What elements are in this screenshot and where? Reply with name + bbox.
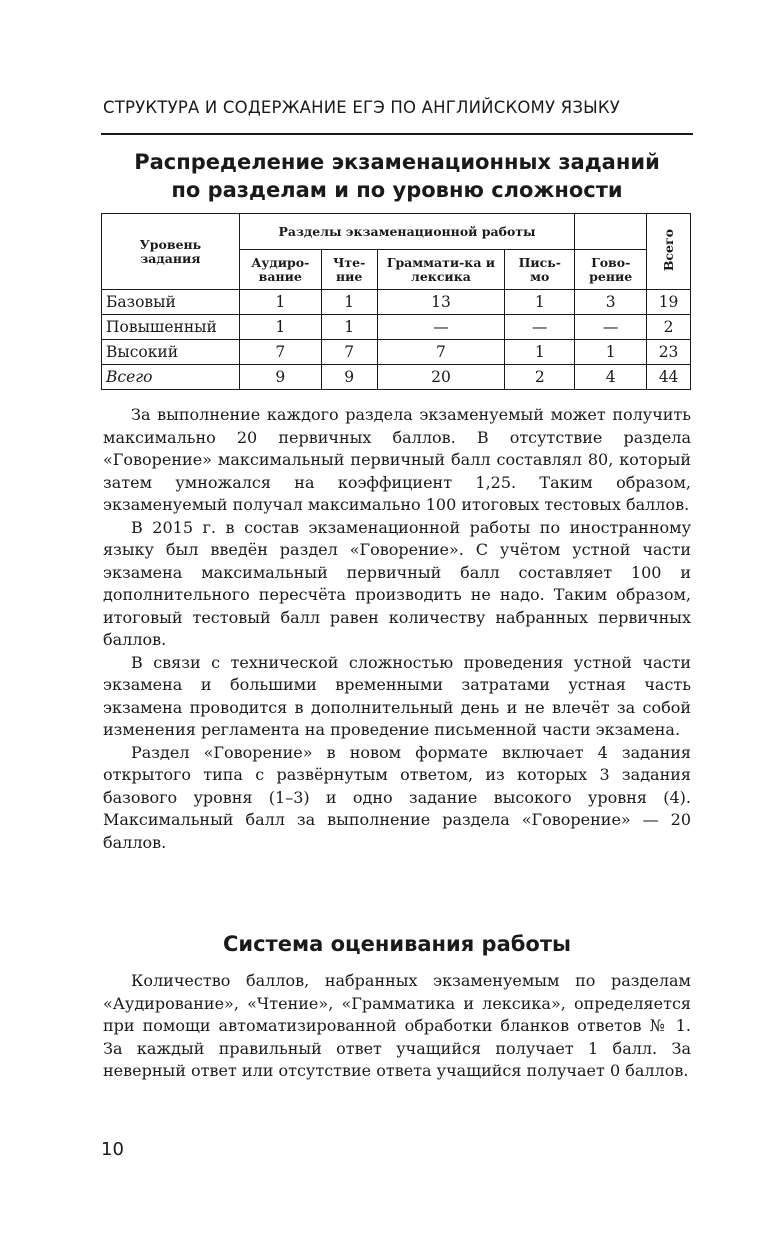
paragraph: В 2015 г. в состав экзаменационной работы по иностранному языку был введён раздел «Говорение». С учётом устной части экзамена максимальный первичный балл составляет 100 и дополнительного пересчёта производить не надо. Таким образом, итоговый тестовый балл равен количеству набранных первичных баллов. xyxy=(103,517,691,649)
row-level: Повышенный xyxy=(102,315,240,340)
distribution-table xyxy=(101,213,691,390)
table-cell: 9 xyxy=(321,365,377,390)
table-cell: 1 xyxy=(239,315,321,340)
paragraph: За выполнение каждого раздела экзаменуемый может получить максимально 20 первичных баллов. В отсутствие раздела «Говорение» максимальный первичный балл составлял 80, который затем умножался на коэффициент 1,25. Таким образом, экзаменуемый получал максимально 100 итоговых тестовых баллов. xyxy=(103,405,691,514)
header-col-writing: Пись-мо xyxy=(505,250,575,290)
table-cell: 3 xyxy=(575,290,647,315)
table-cell: 9 xyxy=(239,365,321,390)
table-cell: 7 xyxy=(239,340,321,365)
table-row xyxy=(102,365,691,390)
section-title-line: Распределение экзаменационных заданий xyxy=(134,150,660,174)
header-col-speaking: Гово-рение xyxy=(575,250,647,290)
table-cell: — xyxy=(377,315,505,340)
table-cell: 1 xyxy=(505,340,575,365)
row-total: 19 xyxy=(647,290,691,315)
paragraph: Раздел «Говорение» в новом формате включает 4 задания открытого типа с развёрнутым ответом, из которых 3 задания базового уровня (1–3) и одно задание высокого уровня (4). Максимальный балл за выполнение раздела «Говорение» — 20 баллов. xyxy=(103,742,691,852)
table-cell: — xyxy=(505,315,575,340)
header-sections: Разделы экзаменационной работы xyxy=(239,214,574,250)
header-rule xyxy=(101,133,693,135)
table-cell: 20 xyxy=(377,365,505,390)
table-cell: 7 xyxy=(377,340,505,365)
table-cell: 4 xyxy=(575,365,647,390)
table-cell: 1 xyxy=(575,340,647,365)
table-row xyxy=(102,340,691,365)
row-total: 2 xyxy=(647,315,691,340)
paragraph: Количество баллов, набранных экзаменуемым по разделам «Аудирование», «Чтение», «Грамматика и лексика», определяется при помощи автоматизированной обработки бланков ответов № 1. За каждый правильный ответ учащийся получает 1 балл. За неверный ответ или отсутствие ответа учащийся получает 0 баллов. xyxy=(103,971,691,1080)
section-title-scoring: Система оценивания работы xyxy=(222,932,572,956)
header-total xyxy=(647,214,691,290)
section-title-line: по разделам и по уровню сложности xyxy=(171,178,623,202)
body-text-section2 xyxy=(103,970,691,1083)
paragraph: В связи с технической сложностью проведения устной части экзамена и большими временными затратами устная часть экзамена проводится в дополнительный день и не влечёт за собой изменения регламента на проведение письменной части экзамена. xyxy=(103,652,691,739)
header-total-label: Всего xyxy=(660,228,676,272)
header-level: Уровень задания xyxy=(102,214,240,290)
section-title-distribution xyxy=(101,148,693,204)
body-text-section1 xyxy=(103,404,691,854)
header-col-reading: Чте-ние xyxy=(321,250,377,290)
header-empty xyxy=(575,214,647,250)
row-total: 23 xyxy=(647,340,691,365)
header-col-grammar: Граммати-ка и лексика xyxy=(377,250,505,290)
table-cell: 2 xyxy=(505,365,575,390)
table-cell: 1 xyxy=(505,290,575,315)
table-row xyxy=(102,315,691,340)
page-number: 10 xyxy=(101,1139,124,1160)
table-cell: 1 xyxy=(321,290,377,315)
table-cell: 1 xyxy=(321,315,377,340)
row-level: Высокий xyxy=(102,340,240,365)
table-row xyxy=(102,290,691,315)
running-head: СТРУКТУРА И СОДЕРЖАНИЕ ЕГЭ ПО АНГЛИЙСКОМУ ЯЗЫКУ xyxy=(103,98,621,117)
table-cell: 1 xyxy=(239,290,321,315)
header-col-listening: Аудиро-вание xyxy=(239,250,321,290)
table-cell: 7 xyxy=(321,340,377,365)
table-cell: 13 xyxy=(377,290,505,315)
table-cell: — xyxy=(575,315,647,340)
row-level: Базовый xyxy=(102,290,240,315)
row-level: Всего xyxy=(102,365,240,390)
row-total: 44 xyxy=(647,365,691,390)
